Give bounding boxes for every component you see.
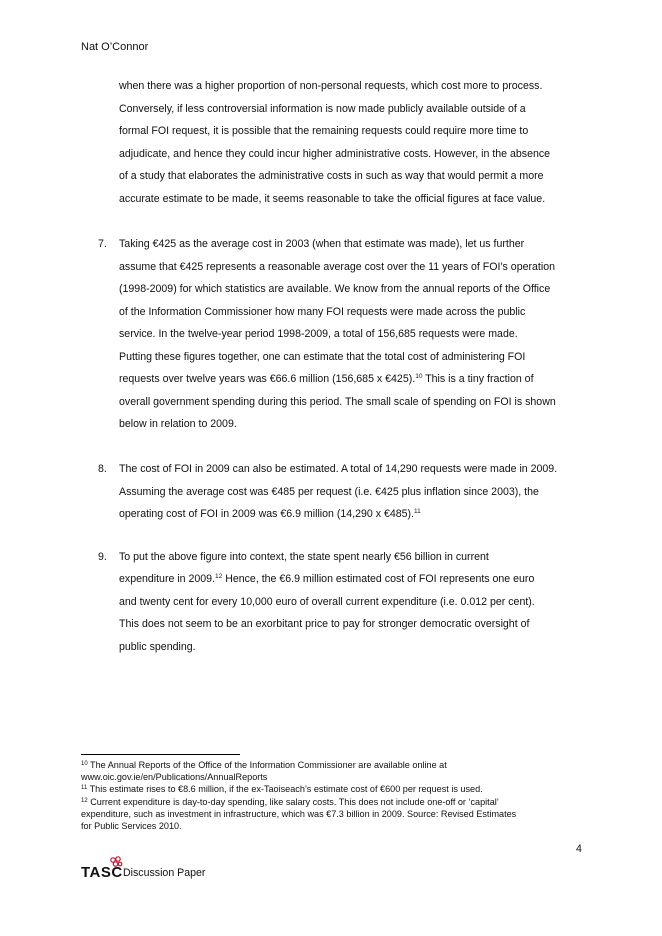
text-line: (1998-2009) for which statistics are available. We know from the annual reports of the Office <box>119 283 551 295</box>
text-line: service. In the twelve-year period 1998-2009, a total of 156,685 requests were made. <box>119 328 518 340</box>
tasc-logo <box>81 856 123 882</box>
footnote-ref-12[interactable]: 12 <box>215 573 223 580</box>
line-text: This is a tiny fraction of <box>422 373 534 385</box>
page-number: 4 <box>576 843 582 855</box>
footnote-12-cont: for Public Services 2010. <box>81 821 182 832</box>
footnote-divider <box>81 754 240 755</box>
text-line: and twenty cent for every 10,000 euro of overall current expenditure (i.e. 0.012 per cent). <box>119 596 535 608</box>
text-line <box>119 568 589 591</box>
text-line: assume that €425 represents a reasonable average cost over the 11 years of FOI’s operation <box>119 261 555 273</box>
line-text: expenditure in 2009. <box>119 573 216 585</box>
footnote-12-cont: expenditure, such as investment in infrastructure, which was €7.3 billion in 2009. Source: Revised Estimates <box>81 808 517 819</box>
series-label: Discussion Paper <box>123 867 206 879</box>
text-line: overall government spending during this period. The small scale of spending on FOI is shown <box>119 396 556 408</box>
footnote-number: 10 <box>81 761 88 767</box>
text-line: This does not seem to be an exorbitant price to pay for stronger democratic oversight of <box>119 618 530 630</box>
text-line: formal FOI request, it is possible that the remaining requests could require more time to <box>119 125 529 137</box>
footnote-number: 11 <box>81 785 88 792</box>
line-text: Hence, the €6.9 million estimated cost of FOI represents one euro <box>222 573 535 585</box>
line-text: requests over twelve years was €66.6 million (156,685 x €425). <box>119 373 416 385</box>
line-text: operating cost of FOI in 2009 was €6.9 million (14,290 x €485). <box>119 508 415 520</box>
logo-mark-icon <box>109 856 123 870</box>
text-line: Assuming the average cost was €485 per request (i.e. €425 plus inflation since 2003), the <box>119 486 539 498</box>
text-line: Taking €425 as the average cost in 2003 (when that estimate was made), let us further <box>119 238 525 250</box>
running-header-author: Nat O’Connor <box>81 41 149 53</box>
text-line: adjudicate, and hence they could incur higher administrative costs. However, in the absence <box>119 148 551 160</box>
footnote-number: 12 <box>81 797 88 804</box>
footnote-ref-11[interactable]: 11 <box>414 508 421 515</box>
item-number: 8. <box>98 463 107 475</box>
footnote-text: This estimate rises to €8.6 million, if the ex-Taoiseach’s estimate cost of €600 per request is used. <box>87 784 483 795</box>
item-number: 9. <box>98 551 107 563</box>
text-line: public spending. <box>119 641 196 653</box>
text-line: Conversely, if less controversial information is now made publicly available outside of a <box>119 103 526 115</box>
text-line: of the Information Commissioner how many FOI requests were made across the public <box>119 306 526 318</box>
text-line: below in relation to 2009. <box>119 418 237 430</box>
footnote-ref-10[interactable]: 10 <box>415 373 423 380</box>
footnote-10 <box>81 759 581 771</box>
footnote-12 <box>81 796 581 808</box>
text-line: To put the above figure into context, the state spent nearly €56 billion in current <box>119 551 489 563</box>
footnotes <box>81 759 581 832</box>
text-line <box>119 503 589 526</box>
text-line: The cost of FOI in 2009 can also be estimated. A total of 14,290 requests were made in 2009. <box>119 463 558 475</box>
footnote-text: Current expenditure is day-to-day spending, like salary costs. This does not include one-off or ‘capital’ <box>87 796 499 807</box>
logo-wordmark: TASC <box>81 864 123 881</box>
text-line: of a study that elaborates the administrative costs in such as way that would permit a more <box>119 170 544 182</box>
text-line: Putting these figures together, one can estimate that the total cost of administering FOI <box>119 351 526 363</box>
text-line: when there was a higher proportion of non-personal requests, which cost more to process. <box>119 80 543 92</box>
footnote-text: The Annual Reports of the Office of the Information Commissioner are available online at <box>87 760 447 770</box>
footnote-11 <box>81 783 581 795</box>
footnote-10-link[interactable]: www.oic.gov.ie/en/Publications/AnnualReports <box>81 772 268 783</box>
text-line: accurate estimate to be made, it seems reasonable to take the official figures at face value. <box>119 193 546 205</box>
text-line <box>119 368 589 391</box>
item-number: 7. <box>98 238 107 250</box>
